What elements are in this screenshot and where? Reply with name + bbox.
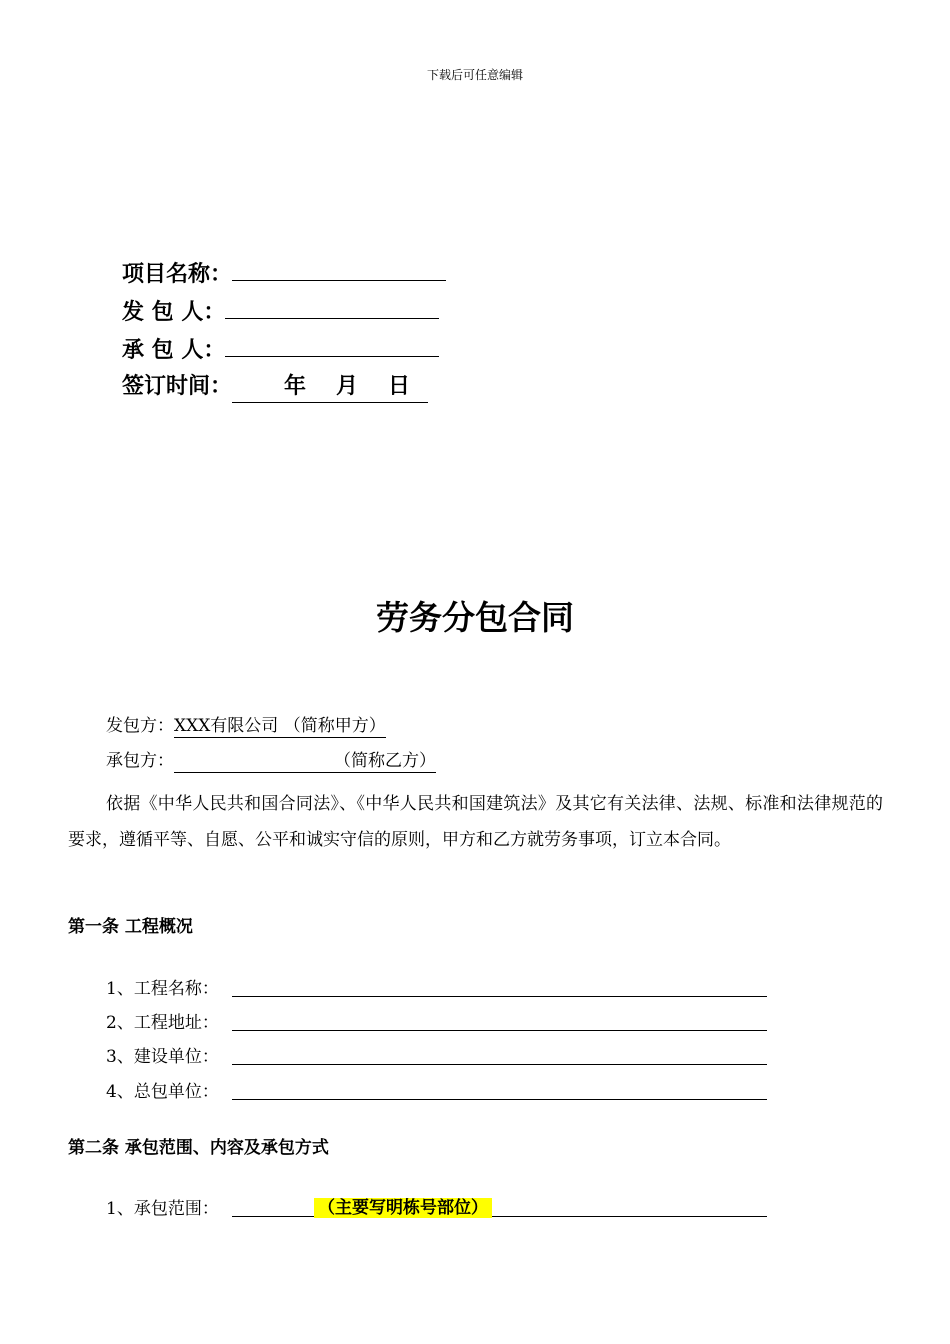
employer-label: 发 包 人： (122, 300, 226, 325)
party-a-row (106, 714, 386, 738)
scope-note (314, 1196, 492, 1220)
contractor-blank[interactable] (225, 334, 439, 357)
year-label: 年 (284, 374, 307, 399)
field-scope-blank[interactable] (232, 1216, 767, 1217)
day-label: 日 (388, 374, 411, 399)
scope-note-highlight: （主要写明栋号部位） (314, 1198, 492, 1218)
project-name-label: 项目名称： (122, 262, 233, 287)
field-project-address-label: 2、工程地址： (106, 1013, 219, 1033)
signing-time-label: 签订时间： (122, 374, 233, 399)
field-scope-label: 1、承包范围： (106, 1199, 219, 1219)
employer-row (122, 296, 439, 328)
contractor-label: 承 包 人： (122, 338, 226, 363)
party-b-row (106, 749, 436, 773)
signing-date-blank[interactable] (232, 372, 428, 403)
field-project-address-blank[interactable] (232, 1030, 767, 1031)
field-construction-unit-label: 3、建设单位： (106, 1047, 219, 1067)
party-b-value[interactable]: （简称乙方） (174, 750, 436, 773)
employer-blank[interactable] (225, 296, 439, 319)
section1-heading: 第一条 工程概况 (68, 917, 193, 937)
month-label: 月 (336, 374, 359, 399)
field-project-name-label: 1、工程名称： (106, 979, 219, 999)
field-project-name-blank[interactable] (232, 996, 767, 997)
header-note: 下载后可任意编辑 (426, 68, 523, 82)
party-a-label: 发包方： (106, 716, 174, 736)
field-general-contractor-blank[interactable] (232, 1099, 767, 1100)
contract-title: 劳务分包合同 (376, 598, 574, 637)
party-b-label: 承包方： (106, 751, 174, 771)
party-a-value: XXX有限公司 （简称甲方） (174, 716, 386, 736)
section2-heading: 第二条 承包范围、内容及承包方式 (68, 1138, 329, 1158)
field-construction-unit-blank[interactable] (232, 1064, 767, 1065)
field-general-contractor-label: 4、总包单位： (106, 1082, 219, 1102)
signing-time-row (122, 372, 428, 403)
contractor-row (122, 334, 439, 366)
project-name-blank[interactable] (232, 258, 446, 281)
intro-paragraph: 依据《中华人民共和国合同法》、《中华人民共和国建筑法》及其它有关法律、法规、标准和法律规范的要求，遵循平等、自愿、公平和诚实守信的原则，甲方和乙方就劳务事项，订立本合同。 (68, 794, 883, 850)
project-name-row (122, 258, 446, 290)
